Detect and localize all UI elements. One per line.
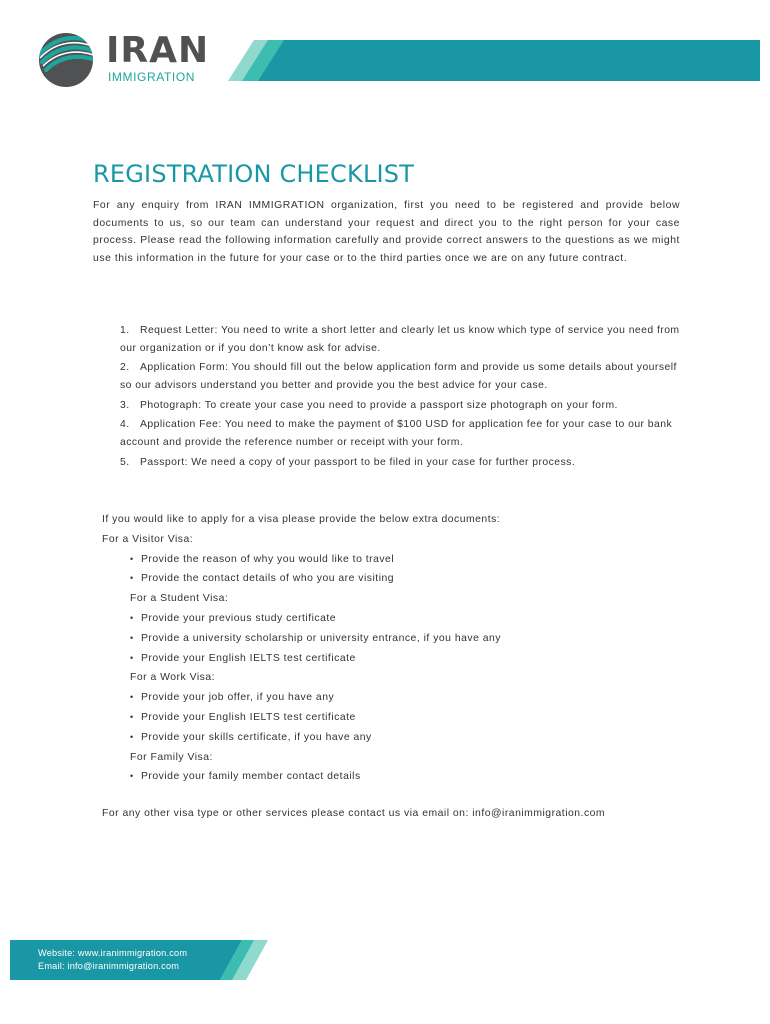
- list-item: • Provide your previous study certificate: [102, 609, 702, 629]
- list-item: • Provide your job offer, if you have any: [102, 688, 702, 708]
- list-item: 5. Passport: We need a copy of your passport to be filed in your case for further process.: [120, 456, 576, 468]
- bullet-icon: •: [130, 612, 134, 623]
- header-band: [228, 40, 760, 81]
- brand-name: IRAN: [106, 30, 210, 71]
- globe-swoosh-icon: [38, 32, 94, 88]
- brand-logo: [38, 32, 238, 88]
- footer-website: Website: www.iranimmigration.com: [38, 948, 188, 958]
- footer-band: [10, 940, 270, 980]
- bullet-icon: •: [130, 652, 134, 663]
- bullet-icon: •: [130, 553, 134, 564]
- list-item: 1. Request Letter: You need to write a short letter and clearly let us know which type of service you need from our organization or if you don’t know ask for advise.: [120, 325, 680, 354]
- list-item: 2. Application Form: You should fill out the below application form and provide us some details about yourself so our advisors understand you better and provide you the best advice for your case.: [120, 362, 677, 392]
- registration-steps-list: [120, 322, 682, 473]
- bullet-icon: •: [130, 711, 134, 722]
- contact-line: For any other visa type or other services please contact us via email on: info@iranimmigration.com: [102, 808, 606, 819]
- student-visa-heading: For a Student Visa:: [130, 593, 229, 605]
- list-item: 3. Photograph: To create your case you need to provide a passport size photograph on your form.: [120, 399, 618, 411]
- list-item: • Provide your English IELTS test certificate: [102, 649, 702, 669]
- work-visa-heading: For a Work Visa:: [130, 672, 215, 684]
- list-item: • Provide the reason of why you would like to travel: [102, 550, 702, 570]
- list-item: • Provide your family member contact details: [102, 767, 702, 787]
- list-item: • Provide your English IELTS test certificate: [102, 708, 702, 728]
- bullet-icon: •: [130, 692, 134, 703]
- family-visa-heading: For Family Visa:: [130, 751, 213, 763]
- list-item: • Provide a university scholarship or university entrance, if you have any: [102, 629, 702, 649]
- bullet-icon: •: [130, 771, 134, 782]
- list-item: • Provide the contact details of who you are visiting: [102, 569, 702, 589]
- intro-paragraph: For any enquiry from IRAN IMMIGRATION organization, first you need to be registered and provide below documents to us, so our team can understand your request and direct you to the right person for your case process. Please read the following information carefully and provide correct answers to the questions as we might use this information in the future for your case or to the third parties once we are on any future contract.: [93, 200, 680, 264]
- extra-documents-section: [102, 510, 702, 787]
- footer-email: Email: info@iranimmigration.com: [38, 961, 180, 971]
- bullet-icon: •: [130, 632, 134, 643]
- visitor-visa-heading: For a Visitor Visa:: [102, 533, 194, 545]
- extra-intro: If you would like to apply for a visa please provide the below extra documents:: [102, 514, 501, 525]
- list-item: 4. Application Fee: You need to make the payment of $100 USD for application fee for your case to our bank account and provide the reference number or receipt with your form.: [120, 419, 673, 449]
- list-item: • Provide your skills certificate, if you have any: [102, 728, 702, 748]
- bullet-icon: •: [130, 731, 134, 742]
- brand-subtitle: IMMIGRATION: [108, 70, 196, 84]
- page-title: REGISTRATION CHECKLIST: [93, 160, 415, 188]
- bullet-icon: •: [130, 573, 134, 584]
